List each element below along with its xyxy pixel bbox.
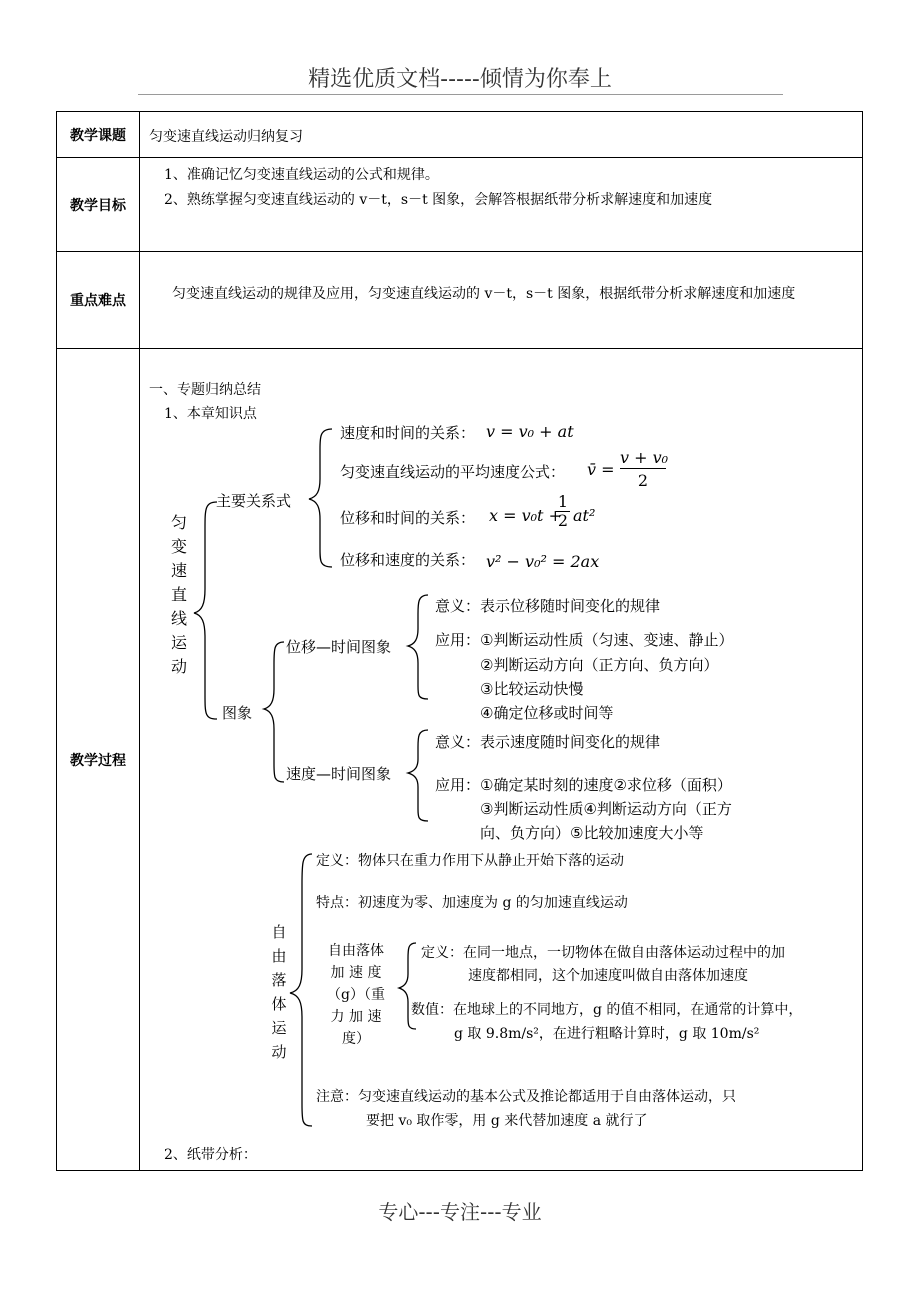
st-app-4: ④确定位移或时间等 — [480, 704, 614, 722]
subsection-1: 1、本章知识点 — [164, 406, 257, 422]
topic-value: 匀变速直线运动归纳复习 — [149, 129, 303, 145]
xt-relation-formula-a: x = v₀t + — [489, 506, 562, 525]
g-label-line-2: 加 速 度 — [330, 965, 382, 981]
avg-velocity-label: 匀变速直线运动的平均速度公式： — [340, 463, 566, 481]
g-label-line-5: 度） — [342, 1031, 370, 1047]
freefall-definition: 定义：物体只在重力作用下从静止开始下落的运动 — [316, 853, 624, 869]
freefall-root: 自由落体运动 — [271, 923, 287, 1061]
brace-graphs — [264, 642, 284, 782]
vt-app-2: ③判断运动性质④判断运动方向（正方 — [480, 800, 732, 818]
goals-cell — [140, 158, 863, 252]
topic-cell — [140, 112, 863, 158]
label-topic: 教学课题 — [57, 112, 140, 158]
vt-app-1: 应用：①确定某时刻的速度②求位移（面积） — [435, 776, 732, 794]
label-goals: 教学目标 — [57, 158, 140, 252]
g-definition-line-1: 定义：在同一地点，一切物体在做自由落体运动过程中的加 — [421, 945, 785, 961]
vt-meaning: 意义：表示速度随时间变化的规律 — [435, 733, 661, 751]
key-text: 匀变速直线运动的规律及应用，匀变速直线运动的 v－t，s－t 图象，根据纸带分析求解速度和加速度 — [172, 286, 796, 302]
st-graph-label: 位移—时间图象 — [286, 638, 392, 656]
brace-st — [408, 595, 428, 699]
freefall-feature: 特点：初速度为零、加速度为 g 的匀加速直线运动 — [316, 895, 628, 911]
lesson-table — [56, 111, 863, 1171]
st-app-1: 应用：①判断运动性质（匀速、变速、静止） — [435, 631, 734, 649]
vt-app-3: 向、负方向）⑤比较加速度大小等 — [480, 824, 704, 842]
avg-velocity-denominator: 2 — [637, 471, 649, 490]
g-label — [316, 940, 396, 1050]
xt-relation-formula-b: at² — [573, 506, 596, 525]
process-cell — [140, 349, 863, 1171]
st-app-2: ②判断运动方向（正方向、负方向） — [480, 656, 719, 674]
vt-relation-formula: v = v₀ + at — [486, 422, 574, 441]
graphs-label: 图象 — [222, 704, 253, 722]
goal-item-2: 2、熟练掌握匀变速直线运动的 v－t，s－t 图象，会解答根据纸带分析求解速度和加速度 — [164, 192, 713, 208]
vx-relation-label: 位移和速度的关系： — [340, 551, 476, 569]
vt-relation-label: 速度和时间的关系： — [340, 424, 476, 442]
map-root: 匀变速直线运动 — [170, 513, 187, 676]
note-line-1: 注意：匀变速直线运动的基本公式及推论都适用于自由落体运动，只 — [316, 1089, 736, 1105]
note-line-2: 要把 v₀ 取作零，用 g 来代替加速度 a 就行了 — [366, 1113, 648, 1129]
goal-item-1: 1、准确记忆匀变速直线运动的公式和规律。 — [164, 167, 439, 183]
xt-fraction-numerator: 1 — [557, 492, 569, 511]
brace-root — [194, 502, 217, 719]
st-meaning: 意义：表示位移随时间变化的规律 — [435, 597, 661, 615]
label-key: 重点难点 — [57, 252, 140, 349]
g-definition-line-2: 速度都相同，这个加速度叫做自由落体加速度 — [468, 968, 748, 984]
formulas-label: 主要关系式 — [216, 492, 292, 510]
g-value-line-1: 数值：在地球上的不同地方，g 的值不相同，在通常的计算中， — [411, 1002, 803, 1018]
g-label-line-4: 力 加 速 — [330, 1009, 382, 1025]
avg-velocity-numerator: v + v₀ — [620, 448, 669, 467]
st-app-3: ③比较运动快慢 — [480, 680, 584, 698]
header-rule — [138, 94, 783, 95]
header-title: 精选优质文档-----倾情为你奉上 — [308, 67, 612, 92]
subsection-2: 2、纸带分析： — [164, 1147, 257, 1163]
brace-freefall — [290, 854, 312, 1126]
footer-title: 专心---专注---专业 — [378, 1200, 542, 1224]
label-process: 教学过程 — [57, 349, 140, 1171]
g-label-line-3: （g）（重 — [327, 987, 385, 1003]
avg-velocity-lhs: v̄ = — [587, 460, 615, 479]
key-cell — [140, 252, 863, 349]
xt-fraction-denominator: 2 — [557, 511, 569, 530]
g-value-line-2: g 取 9.8m/s²，在进行粗略计算时，g 取 10m/s² — [454, 1026, 760, 1042]
brace-vt — [408, 730, 428, 821]
vx-relation-formula: v² − v₀² = 2ax — [486, 552, 600, 571]
g-label-line-1: 自由落体 — [328, 943, 384, 959]
section-title: 一、专题归纳总结 — [149, 382, 261, 398]
vt-graph-label: 速度—时间图象 — [286, 765, 392, 783]
xt-relation-label: 位移和时间的关系： — [340, 509, 476, 527]
brace-formulas — [309, 429, 332, 567]
